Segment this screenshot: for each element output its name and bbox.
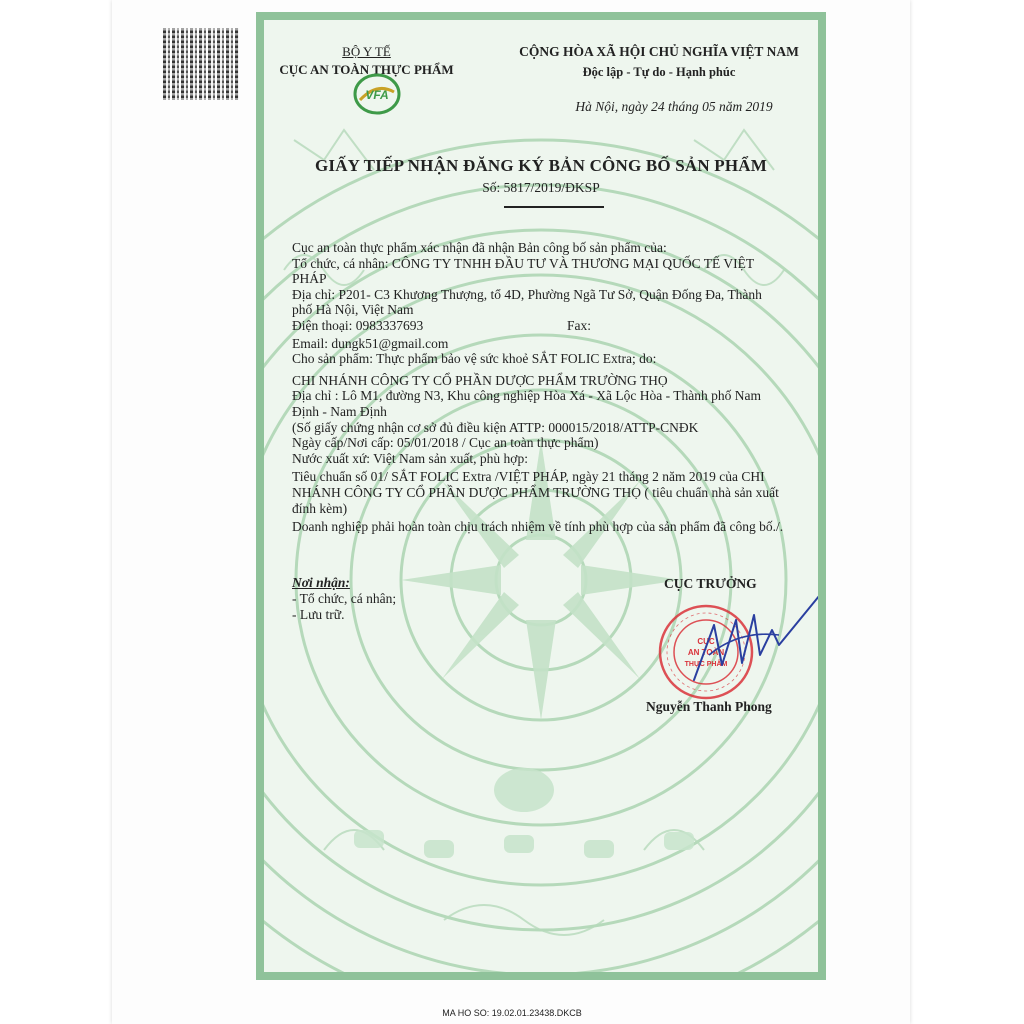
recipient-item: - Lưu trữ. — [292, 607, 345, 622]
phone-label: Điện thoại: 0983337693 — [292, 317, 424, 333]
national-heading — [489, 44, 826, 80]
certificate — [256, 12, 826, 980]
republic-name: CỘNG HÒA XÃ HỘI CHỦ NGHĨA VIỆT NAM — [519, 44, 799, 59]
issue-date: Hà Nội, ngày 24 tháng 05 năm 2019 — [575, 99, 773, 114]
signer-title: CỤC TRƯỞNG — [664, 576, 757, 591]
handwritten-signature — [684, 585, 826, 695]
fax-label: Fax: — [567, 317, 592, 333]
body-line: Cho sản phẩm: Thực phẩm bảo vệ sức khoẻ SẮT FOLIC Extra; do: — [292, 351, 657, 367]
logo-text: VFA — [365, 88, 389, 102]
body-line: Email: dungk51@gmail.com — [292, 335, 449, 351]
body-line: Cục an toàn thực phẩm xác nhận đã nhận Bản công bố sản phẩm của: — [292, 240, 667, 255]
document-title: GIẤY TIẾP NHẬN ĐĂNG KÝ BẢN CÔNG BỐ SẢN PHẨM — [314, 156, 768, 175]
body-line: Doanh nghiệp phải hoàn toàn chịu trách nhiệm về tính phù hợp của sản phẩm đã công bố./. — [292, 519, 784, 535]
phone-fax-line — [292, 318, 802, 334]
qr-code — [163, 28, 239, 100]
file-code: MA HO SO: 19.02.01.23438.DKCB — [442, 1008, 582, 1018]
stamp-line: THỰC PHẨM — [684, 661, 728, 668]
body-line: Tiêu chuẩn số 01/ SẮT FOLIC Extra /VIỆT PHÁP, ngày 21 tháng 2 năm 2019 của CHI — [292, 469, 765, 485]
recipients-block — [292, 575, 396, 623]
body-line: Địa chỉ : Lô M1, đường N3, Khu công nghiệp Hòa Xá - Xã Lộc Hòa - Thành phố Nam — [292, 388, 761, 404]
body-line: Tổ chức, cá nhân: CÔNG TY TNHH ĐẦU TƯ VÀ THƯƠNG MẠI QUỐC TẾ VIỆT — [292, 255, 755, 271]
document-body — [292, 240, 802, 535]
body-line: CHI NHÁNH CÔNG TY CỔ PHẦN DƯỢC PHẨM TRƯỜNG THỌ — [292, 372, 668, 388]
body-line: Định - Nam Định — [292, 403, 387, 419]
body-line: Nước xuất xứ: Việt Nam sản xuất, phù hợp: — [292, 450, 528, 466]
agency-name: CỤC AN TOÀN THỰC PHẨM — [279, 62, 454, 77]
body-line: đính kèm) — [292, 500, 348, 516]
recipient-item: - Tổ chức, cá nhân; — [292, 591, 397, 606]
stamp-line: CỤC — [697, 637, 715, 646]
vfa-logo — [352, 72, 402, 116]
ministry-name: BỘ Y TẾ — [342, 44, 391, 59]
document-number: Số: 5817/2019/ĐKSP — [482, 180, 600, 195]
body-line: PHÁP — [292, 271, 327, 287]
stamp-line: AN TOÀN — [687, 648, 725, 657]
body-line: phố Hà Nội, Việt Nam — [292, 302, 414, 318]
recipients-heading: Nơi nhận: — [292, 575, 350, 590]
body-line: Địa chỉ: P201- C3 Khương Thượng, tổ 4D, Phường Ngã Tư Sở, Quận Đống Đa, Thành — [292, 286, 762, 302]
national-motto: Độc lập - Tự do - Hạnh phúc — [582, 65, 736, 79]
body-line: Ngày cấp/Nơi cấp: 05/01/2018 / Cục an toàn thực phẩm) — [292, 435, 599, 451]
body-line: NHÁNH CÔNG TY CỔ PHẦN DƯỢC PHẨM TRƯỜNG THỌ ( tiêu chuẩn nhà sản xuất — [292, 484, 779, 500]
body-line: (Số giấy chứng nhận cơ sở đủ điều kiện ATTP: 000015/2018/ATTP-CNĐK — [292, 419, 699, 435]
signer-name: Nguyễn Thanh Phong — [646, 699, 772, 714]
title-underline — [504, 206, 604, 208]
